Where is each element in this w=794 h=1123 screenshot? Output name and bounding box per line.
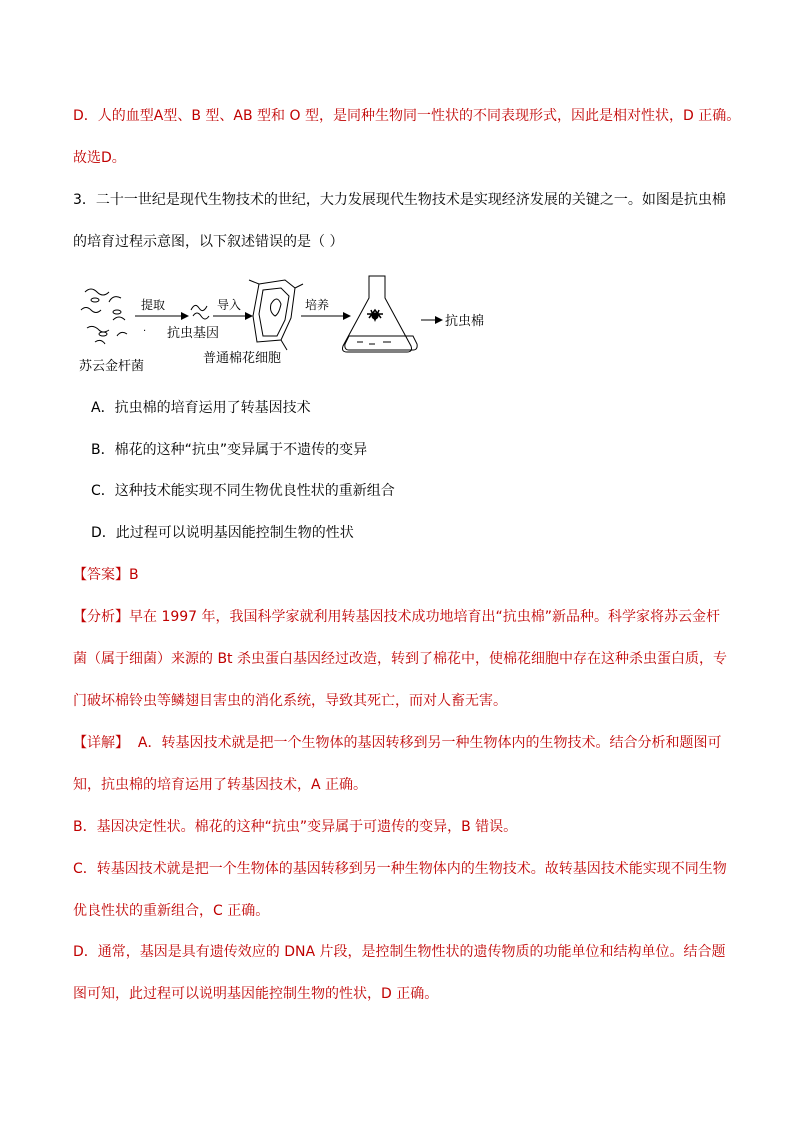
analysis-label: 【分析】	[73, 609, 129, 625]
detail-a-line2: 知，抗虫棉的培育运用了转基因技术，A 正确。	[73, 777, 368, 793]
step-extract-label: 提取	[141, 298, 166, 312]
detail-c-line2: 优良性状的重新组合，C 正确。	[73, 903, 270, 919]
option-b: B．棉花的这种“抗虫”变异属于不遗传的变异	[91, 442, 368, 458]
detail-b-line1: B．基因决定性状。棉花的这种“抗虫”变异属于可遗传的变异，B 错误。	[73, 819, 518, 835]
analysis-line2: 菌（属于细菌）来源的 Bt 杀虫蛋白基因经过改造，转到了棉花中，使棉花细胞中存在这种杀虫蛋白质，专	[73, 651, 727, 667]
cotton-cell-icon	[249, 280, 303, 350]
option-c: C．这种技术能实现不同生物优良性状的重新组合	[91, 483, 395, 499]
culture-flask-icon	[343, 276, 418, 352]
gene-label: 抗虫基因	[167, 326, 220, 341]
step-import-label: 导入	[217, 298, 242, 312]
answer-line	[73, 565, 139, 585]
detail-d-line2: 图可知，此过程可以说明基因能控制生物的性状，D 正确。	[73, 986, 439, 1002]
detail-c-line1: C．转基因技术就是把一个生物体的基因转移到另一种生物体内的生物技术。故转基因技术能实现不同生物	[73, 861, 727, 877]
answer-label: 【答案】	[73, 567, 129, 583]
option-d: D．此过程可以说明基因能控制生物的性状	[91, 525, 354, 541]
option-a: A．抗虫棉的培育运用了转基因技术	[91, 400, 311, 416]
detail-label: 【详解】	[73, 735, 129, 751]
breeding-process-diagram	[73, 270, 513, 380]
detail-d-line1: D．通常，基因是具有遗传效应的 DNA 片段，是控制生物性状的遗传物质的功能单位和结构单位。结合题	[73, 944, 726, 960]
prev-option-d: D．人的血型A型、B 型、AB 型和 O 型，是同种生物同一性状的不同表现形式，因此是相对性状，D 正确。	[73, 108, 741, 124]
cotton-cell-label: 普通棉花细胞	[203, 351, 282, 366]
gene-icon	[191, 305, 209, 319]
result-label: 抗虫棉	[445, 314, 485, 329]
detail-line1: 【详解】 A．转基因技术就是把一个生物体的基因转移到另一种生物体内的生物技术。结合分析和题图可	[73, 735, 722, 751]
analysis-line1: 【分析】早在 1997 年，我国科学家就利用转基因技术成功地培育出“抗虫棉”新品种。科学家将苏云金杆	[73, 609, 721, 625]
bacteria-label: 苏云金杆菌	[79, 359, 145, 374]
question-stem-line2: 的培育过程示意图，以下叙述错误的是（ ）	[73, 234, 344, 250]
svg-text:·: ·	[143, 326, 147, 337]
prev-conclusion: 故选D。	[73, 150, 126, 166]
step-culture-label: 培养	[305, 298, 330, 312]
bacteria-icon	[81, 289, 127, 344]
question-stem-line1: 3．二十一世纪是现代生物技术的世纪，大力发展现代生物技术是实现经济发展的关键之一。如图是抗虫棉	[73, 192, 726, 208]
answer-value: B	[129, 567, 139, 583]
analysis-line3: 门破坏棉铃虫等鳞翅目害虫的消化系统，导致其死亡，而对人畜无害。	[73, 693, 507, 709]
